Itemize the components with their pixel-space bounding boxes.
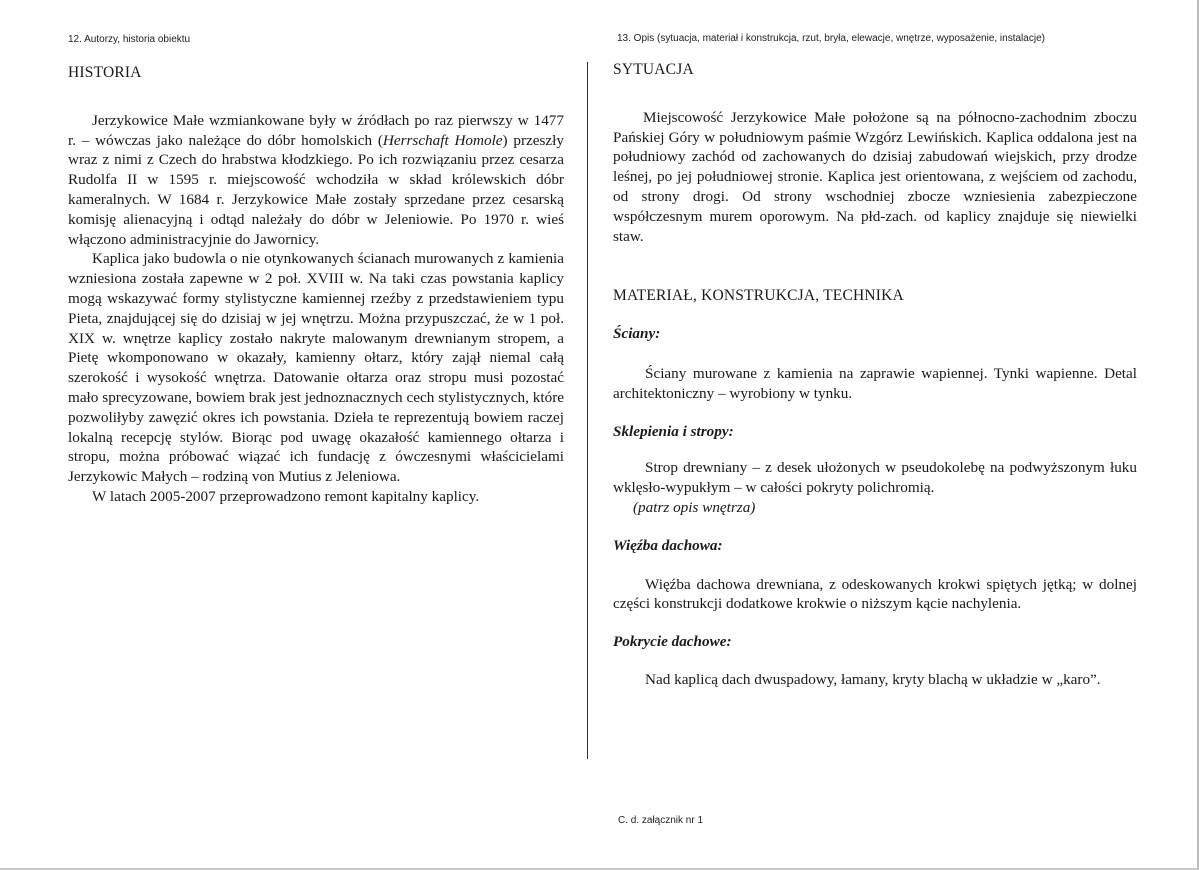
left-column: [68, 63, 564, 507]
sklepienia-note: (patrz opis wnętrza): [633, 498, 756, 516]
subheading-sklepienia: Sklepienia i stropy:: [613, 422, 734, 440]
right-column: [613, 60, 1137, 690]
historia-paragraph-1: [68, 111, 564, 250]
section-title-material: MATERIAŁ, KONSTRUKCJA, TECHNIKA: [613, 287, 904, 305]
sytuacja-paragraph: Miejscowość Jerzykowice Małe położone są na północno-zachodnim zboczu Pańskiej Góry w południowym paśmie Wzgórz Lewińskich. Kaplica oddalona jest na południowy zachód od zachowanych do dzisiaj zabudowań wiejskich, przy drodze leśnej, po jej południowej stronie. Kaplica jest orientowana, z wejściem od zachodu, od strony drogi. Od strony wschodniej zbocze wzniesienia zabezpieczone współczesnym murem oporowym. Na płd-zach. od kaplicy znajduje się niewielki staw.: [613, 108, 1137, 245]
historia-p1-text-b: ) przeszły wraz z nimi z Czech do hrabstwa kłodzkiego. Po ich rozwiązaniu przez cesarza Rudolfa II w 1595 r. miejscowość wchodziła w skład królewskich dóbr kameralnych. W 1684 r. Jerzykowice Małe zostały sprzedane przez cesarską komisję alienacyjną i odtąd należały do dóbr w Jeleniowie. Po 1970 r. wieś włączono administracyjnie do Jawornicy.: [68, 131, 564, 248]
historia-p1-italic: Herrschaft Homole: [382, 131, 503, 149]
historia-p1-text-a: Jerzykowice Małe wzmiankowane były w źródłach po raz pierwszy w 1477 r. – wówczas jako należące do dóbr homolskich (: [68, 111, 564, 149]
section-title-historia: HISTORIA: [68, 64, 142, 81]
header-right: 13. Opis (sytuacja, materiał i konstrukcja, rzut, bryła, elewacje, wnętrze, wyposażenie, instalacje): [617, 33, 1045, 44]
historia-paragraph-2: Kaplica jako budowla o nie otynkowanych ścianach murowanych z kamienia wzniesiona została zapewne w 2 poł. XVIII w. Na taki czas powstania kaplicy mogą wskazywać formy stylistyczne kamiennej rzeźby z przedstawieniem typu Pieta, znajdującej się do dzisiaj w jej wnętrzu. Można przypuszczać, że w 1 poł. XIX w. wnętrze kaplicy zostało nakryte malowanym drewnianym stropem, a Pietę wkomponowano w okazały, kamienny ołtarz, który zajął niemal całą szerokość i wysokość wnętrza. Datowanie ołtarza oraz stropu musi pozostać mało sprecyzowane, bowiem brak jest jednoznacznych cech stylistycznych, które pozwoliłyby zawęzić okres ich powstania. Dzieła te reprezentują bowiem raczej lokalną recepcję stylów. Biorąc pod uwagę okazałość kamiennego ołtarza i stropu, można próbować wiązać ich fundację z ówczesnymi właścicielami Jerzykowic Małych – rodziną von Mutius z Jeleniowa.: [68, 250, 564, 486]
sciany-paragraph: Ściany murowane z kamienia na zaprawie wapiennej. Tynki wapienne. Detal architektoniczny – wyrobiony w tynku.: [613, 364, 1137, 402]
section-title-sytuacja: SYTUACJA: [613, 61, 694, 78]
footer-note: C. d. załącznik nr 1: [618, 815, 704, 826]
sklepienia-paragraph: Strop drewniany – z desek ułożonych w pseudokolebę na podwyższonym łuku wklęsło-wypukłym – w całości pokryty polichromią.: [613, 459, 1137, 497]
subheading-pokrycie: Pokrycie dachowe:: [613, 633, 732, 651]
subheading-sciany: Ściany:: [613, 325, 661, 343]
column-divider: [587, 62, 588, 759]
historia-paragraph-3: W latach 2005-2007 przeprowadzono remont kapitalny kaplicy.: [92, 487, 480, 505]
pokrycie-paragraph: Nad kaplicą dach dwuspadowy, łamany, kryty blachą w układzie w „karo”.: [645, 670, 1101, 688]
subheading-wiezba: Więźba dachowa:: [613, 536, 723, 554]
header-left: 12. Autorzy, historia obiektu: [68, 34, 191, 45]
wiezba-paragraph: Więźba dachowa drewniana, z odeskowanych krokwi spiętych jętką; w dolnej części konstrukcji dodatkowe krokwie o niższym kącie nachylenia.: [613, 575, 1137, 613]
